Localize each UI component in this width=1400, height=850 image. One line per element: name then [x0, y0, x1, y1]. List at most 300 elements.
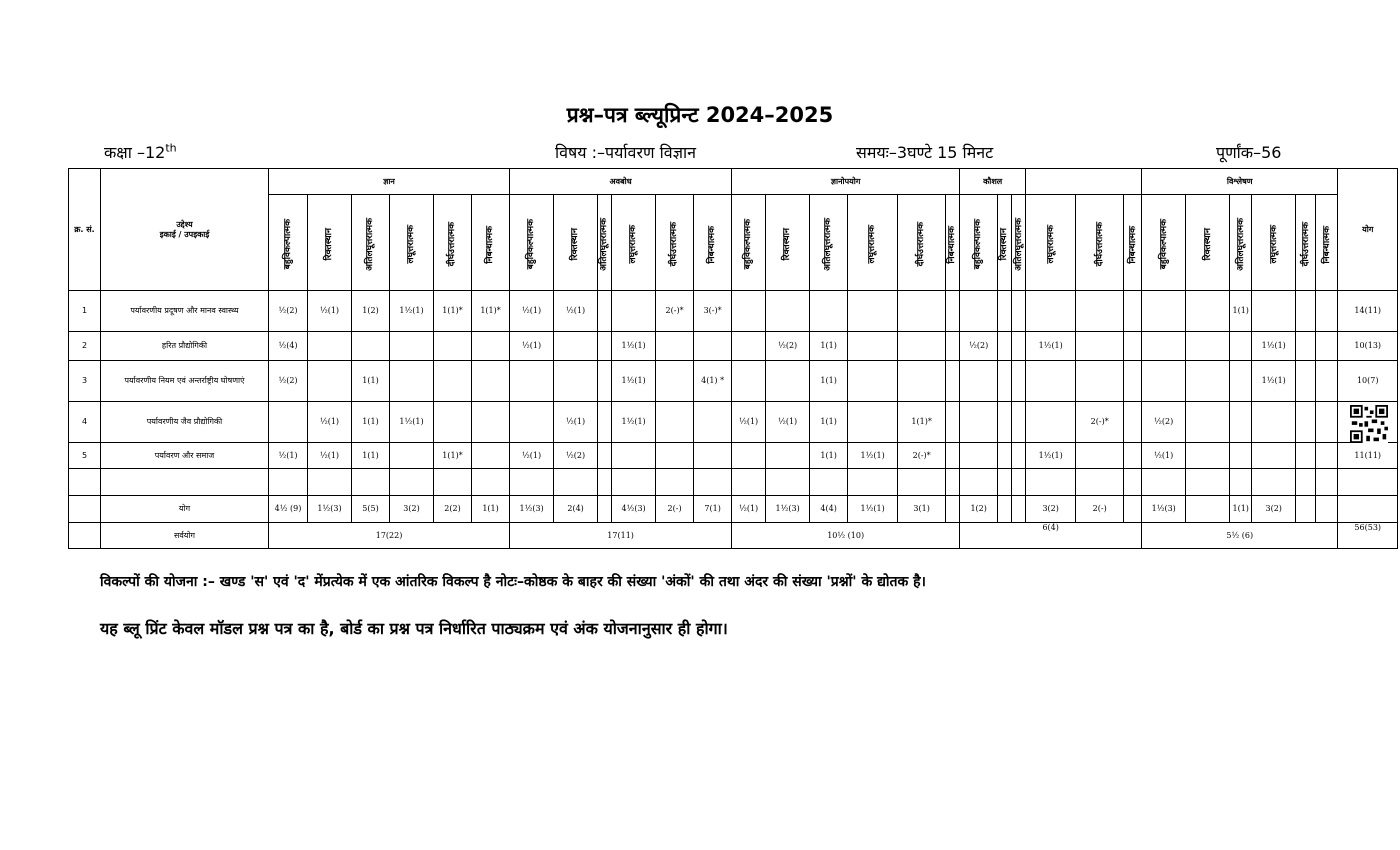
- sno-header: क्र. सं.: [69, 169, 101, 291]
- marks-cell: [1186, 291, 1230, 332]
- marks-cell: [960, 291, 998, 332]
- total-blank-cell: [1338, 496, 1398, 523]
- qtype-header-cell: [1124, 195, 1142, 291]
- blank-cell: [1316, 469, 1338, 496]
- marks-cell: [732, 443, 766, 469]
- marks-cell: [1252, 443, 1296, 469]
- grand-total-cell: 56(53): [1338, 523, 1398, 549]
- marks-cell: [960, 402, 998, 443]
- qtype-label: बहुविकल्पात्मक: [973, 219, 984, 270]
- qtype-label: लघूत्तरात्मक: [867, 225, 878, 264]
- marks-cell: [998, 291, 1012, 332]
- qtype-label: अतिलघूत्तरात्मक: [1013, 218, 1024, 271]
- qtype-label: दीर्घउत्तरात्मक: [669, 222, 680, 267]
- total-label: योग: [101, 496, 269, 523]
- qtype-header-cell: [1026, 195, 1076, 291]
- marks-cell: 1(1): [810, 361, 848, 402]
- group-kaushal: कौशल: [960, 169, 1026, 195]
- marks-cell: [472, 332, 510, 361]
- grand-group-total: 10½ (10): [732, 523, 960, 549]
- qtype-header-cell: [1296, 195, 1316, 291]
- marks-cell: [472, 361, 510, 402]
- marks-cell: 1½(1): [390, 291, 434, 332]
- blank-cell: [1252, 469, 1296, 496]
- qtype-header-cell: [472, 195, 510, 291]
- grand-group-total: 17(22): [269, 523, 510, 549]
- blank-cell: [472, 469, 510, 496]
- qtype-header-cell: [656, 195, 694, 291]
- blank-cell: [1026, 469, 1076, 496]
- total-cell: 1½(3): [1142, 496, 1186, 523]
- total-cell: 5(5): [352, 496, 390, 523]
- marks-cell: [656, 443, 694, 469]
- marks-cell: [766, 443, 810, 469]
- total-cell: 3(2): [390, 496, 434, 523]
- time-label: समयः–3घण्टे 15 मिनट: [856, 143, 994, 162]
- marks-cell: [1186, 332, 1230, 361]
- blank-row: [69, 469, 1398, 496]
- qtype-header-cell: [308, 195, 352, 291]
- marks-cell: [269, 402, 308, 443]
- marks-cell: [1230, 361, 1252, 402]
- marks-cell: ½(1): [510, 443, 554, 469]
- marks-cell: [960, 443, 998, 469]
- qtype-header-cell: [898, 195, 946, 291]
- qtype-label: दीर्घउत्तरात्मक: [447, 222, 458, 267]
- qtype-label: रिक्तस्थान: [1202, 228, 1213, 261]
- marks-cell: ½(1): [554, 402, 598, 443]
- group-gyanopyog: ज्ञानोपयोग: [732, 169, 960, 195]
- marks-cell: ½(1): [510, 332, 554, 361]
- marks-cell: [998, 443, 1012, 469]
- marks-cell: 4(1) *: [694, 361, 732, 402]
- grand-total-label: सर्वयोग: [101, 523, 269, 549]
- subject-label: विषय :–पर्यावरण विज्ञान: [555, 143, 696, 162]
- blank-cell: [1142, 469, 1186, 496]
- marks-cell: ½(1): [308, 443, 352, 469]
- marks-cell: ½(1): [308, 402, 352, 443]
- total-cell: 2(2): [434, 496, 472, 523]
- marks-cell: [308, 332, 352, 361]
- qtype-header-cell: [960, 195, 998, 291]
- blank-cell: [998, 469, 1012, 496]
- marks-cell: ½(2): [269, 291, 308, 332]
- total-cell: [1012, 496, 1026, 523]
- marks-cell: [1316, 443, 1338, 469]
- unit-name: पर्यावरण और समाज: [101, 443, 269, 469]
- qtype-header-cell: [390, 195, 434, 291]
- qtype-label: बहुविकल्पात्मक: [282, 219, 293, 270]
- qtype-label: रिक्तस्थान: [999, 228, 1010, 261]
- qtype-label: लघूत्तरात्मक: [406, 225, 417, 264]
- question-type-row: [69, 195, 1398, 291]
- blank-cell: [269, 469, 308, 496]
- marks-cell: ½(1): [510, 291, 554, 332]
- qtype-label: अतिलघूत्तरात्मक: [823, 218, 834, 271]
- qtype-header-cell: [1252, 195, 1296, 291]
- marks-cell: [510, 361, 554, 402]
- blank-cell: [510, 469, 554, 496]
- total-header: योग: [1338, 169, 1398, 291]
- marks-cell: [1124, 361, 1142, 402]
- marks-cell: 1(1): [352, 361, 390, 402]
- row-total-cell: 10(13): [1338, 332, 1398, 361]
- blank-cell: [810, 469, 848, 496]
- qtype-label: अतिलघूत्तरात्मक: [1235, 218, 1246, 271]
- objective-header: [101, 169, 269, 291]
- total-cell: 4(4): [810, 496, 848, 523]
- marks-cell: [1252, 291, 1296, 332]
- marks-cell: ½(2): [554, 443, 598, 469]
- marks-cell: [1316, 332, 1338, 361]
- marks-cell: [1076, 291, 1124, 332]
- qr-code-image: [1350, 405, 1388, 443]
- marks-cell: [1186, 361, 1230, 402]
- qtype-header-cell: [766, 195, 810, 291]
- blank-cell: [308, 469, 352, 496]
- marks-cell: [390, 361, 434, 402]
- marks-cell: 1½(1): [612, 361, 656, 402]
- marks-cell: 1½(1): [390, 402, 434, 443]
- marks-cell: ½(2): [269, 361, 308, 402]
- row-total-cell: 14(11): [1338, 291, 1398, 332]
- blank-cell: [898, 469, 946, 496]
- marks-cell: 1(1): [1230, 291, 1252, 332]
- qtype-label: लघूत्तरात्मक: [1045, 225, 1056, 264]
- marks-cell: [390, 443, 434, 469]
- marks-cell: [732, 291, 766, 332]
- total-cell: [1124, 496, 1142, 523]
- marks-cell: [308, 361, 352, 402]
- group-blank: [1026, 169, 1142, 195]
- blank-cell: [434, 469, 472, 496]
- group-avbodh: अवबोध: [510, 169, 732, 195]
- qtype-label: बहुविकल्पात्मक: [1158, 219, 1169, 270]
- marks-cell: ½(1): [269, 443, 308, 469]
- blank-cell: [69, 469, 101, 496]
- marks-cell: 1(1)*: [898, 402, 946, 443]
- marks-cell: ½(2): [960, 332, 998, 361]
- qtype-label: दीर्घउत्तरात्मक: [1094, 222, 1105, 267]
- marks-cell: [998, 361, 1012, 402]
- qtype-label: निबन्धात्मक: [1127, 225, 1138, 264]
- table-row: [69, 332, 1398, 361]
- marks-cell: [1230, 332, 1252, 361]
- qtype-header-cell: [1186, 195, 1230, 291]
- marks-cell: [732, 332, 766, 361]
- total-cell: 1½(3): [308, 496, 352, 523]
- marks-cell: [960, 361, 998, 402]
- qtype-label: निबन्धात्मक: [1321, 225, 1332, 264]
- marks-cell: [1142, 332, 1186, 361]
- table-row: [69, 402, 1398, 443]
- total-cell: [1296, 496, 1316, 523]
- qtype-header-cell: [998, 195, 1012, 291]
- marks-cell: [434, 402, 472, 443]
- options-scheme-note: विकल्पों की योजना :– खण्ड 'स' एवं 'द' मेंप्रत्येक में एक आंतरिक विकल्प है नोटः–कोष्ठक के बाहर की संख्या 'अंकों' की तथा अंदर की संख्या 'प्रश्नों' के द्योतक है।: [100, 574, 926, 590]
- total-cell: ½(1): [732, 496, 766, 523]
- qtype-label: लघूत्तरात्मक: [1268, 225, 1279, 264]
- marks-cell: 1½(1): [1026, 332, 1076, 361]
- marks-label: पूर्णांक–56: [1216, 143, 1282, 162]
- marks-cell: [472, 443, 510, 469]
- row-number: 3: [69, 361, 101, 402]
- total-row: [69, 496, 1398, 523]
- marks-cell: [1296, 332, 1316, 361]
- marks-cell: 1(1)*: [472, 291, 510, 332]
- qtype-header-cell: [1316, 195, 1338, 291]
- unit-name: पर्यावरणीय प्रदूषण और मानव स्वास्थ्य: [101, 291, 269, 332]
- qtype-label: दीर्घउत्तरात्मक: [1300, 222, 1311, 267]
- total-cell: 4½ (9): [269, 496, 308, 523]
- row-number: 4: [69, 402, 101, 443]
- qtype-label: निबन्धात्मक: [947, 225, 958, 264]
- blank-cell: [960, 469, 998, 496]
- total-cell: 1½(1): [848, 496, 898, 523]
- marks-cell: 1½(1): [848, 443, 898, 469]
- marks-cell: [1012, 332, 1026, 361]
- total-cell: [1316, 496, 1338, 523]
- marks-cell: [1316, 402, 1338, 443]
- marks-cell: ½(4): [269, 332, 308, 361]
- row-total-cell: 11(11): [1338, 443, 1398, 469]
- objective-header-title: उद्देश्य: [176, 220, 193, 230]
- marks-cell: [1012, 443, 1026, 469]
- qtype-label: रिक्तस्थान: [782, 228, 793, 261]
- marks-cell: [1230, 402, 1252, 443]
- grand-group-total: 17(11): [510, 523, 732, 549]
- marks-cell: 1½(1): [612, 402, 656, 443]
- blank-cell: [352, 469, 390, 496]
- marks-cell: [612, 291, 656, 332]
- marks-cell: [598, 291, 612, 332]
- qtype-header-cell: [510, 195, 554, 291]
- marks-cell: [598, 443, 612, 469]
- qtype-header-cell: [598, 195, 612, 291]
- marks-cell: 1(1): [352, 402, 390, 443]
- marks-cell: [656, 361, 694, 402]
- total-cell: 2(-): [1076, 496, 1124, 523]
- row-total-cell: 10(7): [1338, 361, 1398, 402]
- marks-cell: 1(1): [810, 443, 848, 469]
- blank-cell: [656, 469, 694, 496]
- blank-cell: [1230, 469, 1252, 496]
- total-cell: [946, 496, 960, 523]
- qtype-header-cell: [946, 195, 960, 291]
- class-label: [104, 141, 177, 163]
- blank-sno-cell: [69, 523, 101, 549]
- marks-cell: [946, 291, 960, 332]
- marks-cell: 1(1): [352, 443, 390, 469]
- grand-group-total: 6(4): [960, 523, 1142, 549]
- blank-cell: [1012, 469, 1026, 496]
- marks-cell: [656, 402, 694, 443]
- marks-cell: [1316, 291, 1338, 332]
- marks-cell: [1026, 291, 1076, 332]
- marks-cell: [656, 332, 694, 361]
- marks-cell: [998, 332, 1012, 361]
- marks-cell: [694, 332, 732, 361]
- qtype-header-cell: [554, 195, 598, 291]
- unit-name: हरित प्रौद्योगिकी: [101, 332, 269, 361]
- marks-cell: [946, 361, 960, 402]
- total-cell: 4½(3): [612, 496, 656, 523]
- model-paper-note: यह ब्लू प्रिंट केवल मॉडल प्रश्न पत्र का है, बोर्ड का प्रश्न पत्र निर्धारित पाठ्यक्रम एवं अंक योजनानुसार ही होगा।: [100, 619, 728, 638]
- total-cell: 2(-): [656, 496, 694, 523]
- marks-cell: [848, 402, 898, 443]
- grand-group-total: 5½ (6): [1142, 523, 1338, 549]
- marks-cell: [898, 332, 946, 361]
- qtype-header-cell: [269, 195, 308, 291]
- blank-cell: [848, 469, 898, 496]
- table-row: [69, 361, 1398, 402]
- marks-cell: [1296, 361, 1316, 402]
- table-row: [69, 443, 1398, 469]
- marks-cell: [1124, 291, 1142, 332]
- marks-cell: [1076, 443, 1124, 469]
- marks-cell: 3(-)*: [694, 291, 732, 332]
- table-row: [69, 291, 1398, 332]
- qtype-label: रिक्तस्थान: [324, 228, 335, 261]
- qtype-header-cell: [1076, 195, 1124, 291]
- blank-cell: [554, 469, 598, 496]
- group-header-row: [69, 169, 1398, 195]
- marks-cell: [390, 332, 434, 361]
- marks-cell: [1026, 402, 1076, 443]
- unit-name: पर्यावरणीय जैव प्रौद्योगिकी: [101, 402, 269, 443]
- marks-cell: 1(2): [352, 291, 390, 332]
- qtype-header-cell: [612, 195, 656, 291]
- total-cell: [1186, 496, 1230, 523]
- total-cell: 1(1): [472, 496, 510, 523]
- qtype-label: बहुविकल्पात्मक: [743, 219, 754, 270]
- qtype-header-cell: [694, 195, 732, 291]
- qtype-label: बहुविकल्पात्मक: [526, 219, 537, 270]
- marks-cell: [1124, 402, 1142, 443]
- blank-cell: [694, 469, 732, 496]
- marks-cell: 1½(1): [1026, 443, 1076, 469]
- group-vishleshan: विश्लेषण: [1142, 169, 1338, 195]
- blank-sno-cell: [69, 496, 101, 523]
- blank-cell: [1076, 469, 1124, 496]
- marks-cell: [848, 291, 898, 332]
- qtype-label: अतिलघूत्तरात्मक: [365, 218, 376, 271]
- marks-cell: [766, 291, 810, 332]
- marks-cell: ½(1): [732, 402, 766, 443]
- marks-cell: 1(1): [810, 332, 848, 361]
- class-text: कक्षा –12: [104, 143, 166, 162]
- blank-cell: [1338, 469, 1398, 496]
- marks-cell: [732, 361, 766, 402]
- unit-header-title: इकाई / उपइकाई: [159, 229, 210, 239]
- blank-cell: [732, 469, 766, 496]
- qtype-header-cell: [434, 195, 472, 291]
- total-cell: 1(1): [1230, 496, 1252, 523]
- marks-cell: 2(-)*: [1076, 402, 1124, 443]
- blank-cell: [598, 469, 612, 496]
- marks-cell: [1296, 402, 1316, 443]
- marks-cell: [598, 332, 612, 361]
- marks-cell: [554, 361, 598, 402]
- marks-cell: [898, 291, 946, 332]
- marks-cell: [1230, 443, 1252, 469]
- marks-cell: [434, 361, 472, 402]
- marks-cell: [946, 332, 960, 361]
- total-cell: 1½(3): [510, 496, 554, 523]
- class-sup: th: [165, 141, 177, 155]
- marks-cell: [998, 402, 1012, 443]
- marks-cell: [434, 332, 472, 361]
- marks-cell: [810, 291, 848, 332]
- marks-cell: [1076, 361, 1124, 402]
- marks-cell: [472, 402, 510, 443]
- marks-cell: [946, 402, 960, 443]
- qtype-header-cell: [732, 195, 766, 291]
- blank-cell: [766, 469, 810, 496]
- blank-cell: [612, 469, 656, 496]
- qtype-label: अतिलघूत्तरात्मक: [599, 218, 610, 271]
- total-cell: 1½(3): [766, 496, 810, 523]
- marks-cell: [1026, 361, 1076, 402]
- qtype-header-cell: [352, 195, 390, 291]
- row-number: 1: [69, 291, 101, 332]
- marks-cell: [1012, 402, 1026, 443]
- marks-cell: [1186, 443, 1230, 469]
- qtype-header-cell: [848, 195, 898, 291]
- marks-cell: [1142, 291, 1186, 332]
- total-cell: 3(2): [1026, 496, 1076, 523]
- marks-cell: [1296, 291, 1316, 332]
- marks-cell: ½(2): [1142, 402, 1186, 443]
- blank-cell: [1124, 469, 1142, 496]
- marks-cell: [1142, 361, 1186, 402]
- marks-cell: 2(-)*: [898, 443, 946, 469]
- marks-cell: 1(1)*: [434, 291, 472, 332]
- blank-cell: [101, 469, 269, 496]
- marks-cell: ½(2): [766, 332, 810, 361]
- marks-cell: [1252, 402, 1296, 443]
- marks-cell: [1186, 402, 1230, 443]
- blank-cell: [1296, 469, 1316, 496]
- blank-cell: [390, 469, 434, 496]
- total-cell: 3(2): [1252, 496, 1296, 523]
- total-cell: [598, 496, 612, 523]
- page-title: प्रश्न–पत्र ब्ल्यूप्रिन्ट 2024–2025: [566, 103, 834, 127]
- marks-cell: [598, 402, 612, 443]
- grand-total-row: [69, 523, 1398, 549]
- marks-cell: ½(1): [1142, 443, 1186, 469]
- marks-cell: ½(1): [766, 402, 810, 443]
- unit-name: पर्यावरणीय नियम एवं अन्तर्राष्ट्रीय घोषणाएं: [101, 361, 269, 402]
- marks-cell: 1(1)*: [434, 443, 472, 469]
- marks-cell: [1124, 443, 1142, 469]
- group-gyan: ज्ञान: [269, 169, 510, 195]
- qtype-header-cell: [1012, 195, 1026, 291]
- qtype-label: रिक्तस्थान: [570, 228, 581, 261]
- blank-cell: [946, 469, 960, 496]
- marks-cell: [1012, 291, 1026, 332]
- marks-cell: ½(1): [554, 291, 598, 332]
- total-cell: 1(2): [960, 496, 998, 523]
- marks-cell: [1076, 332, 1124, 361]
- row-number: 5: [69, 443, 101, 469]
- marks-cell: [1012, 361, 1026, 402]
- qtype-header-cell: [810, 195, 848, 291]
- marks-cell: 1(1): [810, 402, 848, 443]
- marks-cell: ½(1): [308, 291, 352, 332]
- marks-cell: 1½(1): [1252, 332, 1296, 361]
- marks-cell: [766, 361, 810, 402]
